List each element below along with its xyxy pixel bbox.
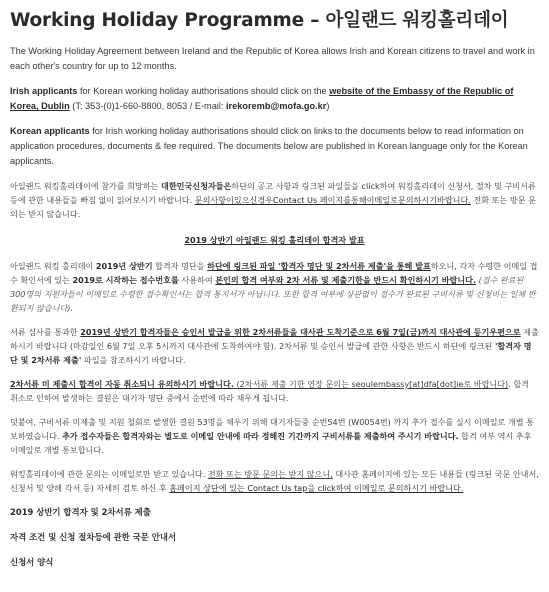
page-title: Working Holiday Programme – 아일랜드 워킹홀리데이 (10, 10, 509, 31)
irish-applicants-paragraph: Irish applicants for Korean working holiday authorisations should click on the website of the Embassy of the Republic of Korea, Dublin (T: 353-(0)1-660-8800, 8053 / E-mail: irekoremb@mofa.go.kr) (10, 86, 514, 111)
contact-us-tab-link[interactable]: 홈페이지 상단에 있는 Contact Us tap을 click하여 이메일로 문의하시기 바랍니다. (169, 483, 464, 493)
notice-title: 2019 상반기 아일랜드 워킹 홀리데이 합격자 발표 (184, 235, 365, 245)
intro-paragraph: The Working Holiday Agreement between Ireland and the Republic of Korea allows Irish and Korean citizens to travel and work in each other's country for up to 12 months. (10, 46, 535, 71)
korean-applicants-paragraph: Korean applicants for Irish working holiday authorisations should click on links to the documents below to read information on application procedures, documents & fee required. The documents below are published in Korean language only for the Korean applicants. (10, 126, 528, 166)
extension-inquiry-email[interactable]: (2차서류 제출 기한 연장 문의는 seoulembassy[at]dfa[dot]ie로 바랍니다) (233, 379, 509, 389)
application-form-link[interactable]: 신청서 양식 (10, 557, 54, 567)
korean-applicants-lead: Korean applicants (10, 126, 90, 136)
contact-us-link[interactable]: 문의사항이있으신경우Contact Us 페이지를통해이메일로문의하시기바랍니다. (194, 195, 471, 205)
inquiry-paragraph: 워킹홀리데이에 관한 문의는 이메일로만 받고 있습니다. 전화 또는 방문 문의는 받지 않으니, 대사관 홈페이지에 있는 모든 내용들 (링크된 국문 안내서, 신청서 및 양해 각서 등) 자세히 검토 하신 후 홈페이지 상단에 있는 Contact Us tap을 click하여 이메일로 문의하시기 바랍니다. (10, 469, 539, 493)
korean-embassy-link[interactable]: website of the Embassy of the Republic of Korea, Dublin (10, 86, 514, 111)
guide-document-link[interactable]: 자격 조건 및 신청 절차등에 관한 국문 안내서 (10, 532, 177, 542)
cancellation-paragraph: 2차서류 미 제출시 합격이 자동 취소되니 유의하시기 바랍니다. (2차서류 제출 기한 연장 문의는 seoulembassy[at]dfa[dot]ie로 바랍니다). 합격 취소로 인하여 발생하는 결원은 대기자 명단 중에서 순번에 따라 채우게 됩니다. (10, 379, 530, 403)
results-document-link[interactable]: 2019 상반기 합격자 및 2차서류 제출 (10, 507, 151, 517)
second-documents-paragraph: 서류 심사를 통과한 2019년 상반기 합격자들은 승인서 발급을 위한 2차서류들을 대사관 도착기준으로 6월 7일(금)까지 대사관에 등기우편으로 제출하시기 바랍니다 (마감일인 6월 7일 오후 5시까지 대사관에 도착하여야 함). 2차서류 및 승인서 발급에 관한 사항은 반드시 하단에 링크된 '합격자 명단 및 2차서류 제출' 파일을 참조하시기 바랍니다. (10, 327, 539, 365)
embassy-email[interactable]: irekoremb@mofa.go.kr (226, 101, 327, 111)
announcement-paragraph: 아일랜드 워킹 홀리데이 2019년 상반기 합격자 명단을 하단에 링크된 파일 '합격자 명단 및 2차서류 제출'을 통해 발표하오니, 각자 수령한 이메일 접수 확인서에 있는 2019로 시작하는 접수번호를 사용하여 본인의 합격 여부와 2차 서류 및 제출기한을 반드시 확인하시기 바랍니다. (접수 완료된 300명의 지원자들이 이메일로 수령한 접수확인서는 합격 통지서가 아닙니다. 또한 합격 여부에 상관없이 접수가 완료된 구비서류 및 신청비는 일체 반환되지 않습니다). (10, 261, 538, 313)
korean-intro-paragraph: 아일랜드 워킹홀리데이에 참가를 희망하는 대한민국신청자들은하단의 공고 사항과 링크된 파일들을 click하여 워킹홀리데이 신청서, 절차 및 구비서류 등에 관한 내용들을 빠짐 없이 읽어보시기 바랍니다. 문의사항이있으신경우Contact Us 페이지를통해이메일로문의하시기바랍니다. 전화 또는 방문 문의는 받지 않습니다. (10, 181, 536, 219)
additional-applicants-paragraph: 덧붙여, 구비서류 미제출 및 지원 철회로 발생한 결원 53명을 채우기 위해 대기자들중 순번54번 (W0054번) 까지 추가 접수를 실시 이메일로 개별 통보하였습니다. 추가 접수자들은 합격자와는 별도로 이메일 안내에 따라 정해진 기간까지 구비서류를 제출하여 주시기 바랍니다. 합격 여부 역시 추후 이메일로 개별 통보합니다. (10, 417, 534, 455)
irish-applicants-lead: Irish applicants (10, 86, 78, 96)
